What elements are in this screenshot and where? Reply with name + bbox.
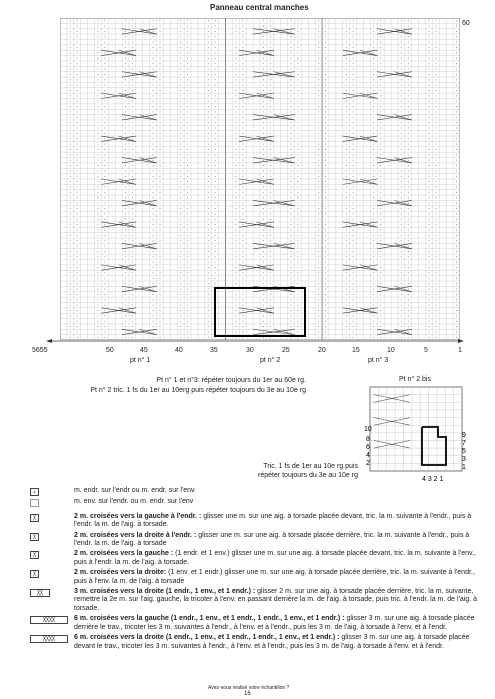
legend-text: glisser 3 m. sur une aig. à torsade placée devant le trav., tricoter les 3 m. suivantes à l'endr., à l'env. et à l'endr., puis les 3 m. de l'aig. à torsade à l'env. et à l'endr. [74, 634, 470, 650]
legend-row [30, 615, 480, 632]
small-chart-title: Pt n° 2 bis [399, 376, 431, 383]
legend-row [30, 634, 480, 651]
symbol-cross3-icon: ╳╳ [30, 588, 74, 613]
symbol-cross-right-icon: ╳ [30, 532, 74, 549]
symbol-cross6-right-icon: ╳╳╳╳ [30, 634, 74, 651]
page-title: Panneau central manches [210, 3, 309, 12]
chart-axis [30, 343, 470, 367]
axis-num: 50 [106, 347, 114, 354]
axis-num: 40 [175, 347, 183, 354]
legend-row [30, 487, 480, 496]
row-label: 7 [462, 440, 466, 447]
row-label: 10 [364, 426, 372, 433]
footer-text: Avez-vous réalisé votre échantillon ? [208, 685, 290, 691]
legend-label: 2 m. croisées vers la droite à l'endr. : [74, 531, 197, 539]
row-label: 1 [462, 464, 466, 471]
row-number-top: 60 [462, 20, 470, 27]
legend-text: glisser 3 m. sur une aig. à torsade placée derrière le trav., tricoter les 3 m. suivantes à l'endr., à l'env. et à l'endr., puis les 3 m. de l'aig. à torsade à l'env. et à l'endr. [74, 615, 475, 631]
legend-row [30, 532, 480, 549]
legend-label: 3 m. croisées vers la droite (1 endr., 1 env., et 1 endr.) : [74, 588, 256, 596]
small-knitting-chart [362, 385, 472, 485]
note-line: Pt n° 1 et n°3: répéter toujours du 1er au 60e rg. [156, 377, 306, 384]
legend-text: glisser une m. sur une aig. à torsade placée derrière, tric. la m. suivante à l'endr., puis à l'endr. la m. de l'aig. à torsade [74, 531, 470, 548]
row-label: 6 [366, 444, 370, 451]
axis-num: 20 [318, 347, 326, 354]
page-number: 16 [244, 691, 251, 697]
symbol-cross6-left-icon: ╳╳╳╳ [30, 615, 74, 632]
row-label: 4 [366, 452, 370, 459]
legend-text: m. endr. sur l'endr ou m. endr. sur l'env. [74, 487, 196, 494]
knitting-chart [60, 18, 460, 340]
pattern-label-1: pt n° 1 [130, 357, 151, 364]
legend-text: (1 endr. et 1 env.) glisser une m. sur une aig. à torsade placée devant, tric. la m. suivante à l'env., puis à l'endr. la m. de l'aig. à torsade. [74, 550, 476, 566]
legend-row [30, 569, 480, 586]
axis-num: 45 [140, 347, 148, 354]
axis-num: 10 [387, 347, 395, 354]
axis-num: 30 [246, 347, 254, 354]
legend [30, 487, 480, 653]
symbol-knit-icon: ⊥ [30, 487, 74, 496]
legend-label: 2 m. croisées vers la gauche : [74, 550, 174, 558]
legend-label: 2 m. croisées vers la gauche à l'endr. : [74, 512, 202, 520]
row-label: 5 [462, 448, 466, 455]
symbol-cross-left-purl-icon: ╳ [30, 550, 74, 567]
legend-text: m. env. sur l'endr. ou m. endr. sur l'env [74, 498, 194, 506]
legend-row [30, 588, 480, 613]
symbol-cross-right-purl-icon: ╳ [30, 569, 74, 586]
legend-text: glisser une m. sur une aig. à torsade placée devant, tric. la m. suivante à l'endr., puis à l'endr. la m. de l'aig. à torsade. [74, 512, 472, 529]
legend-row [30, 498, 480, 510]
axis-num: 35 [210, 347, 218, 354]
legend-label: 2 m. croisées vers la droite: [74, 569, 167, 577]
chart-notes [38, 376, 306, 396]
axis-num: 15 [352, 347, 360, 354]
row-label: 9 [462, 432, 466, 439]
row-label: 2 [366, 460, 370, 467]
legend-label: 6 m. croisées vers la gauche (1 endr., 1 env., et 1 endr., 1 endr., 1 env., et 1 endr.) : [74, 615, 345, 623]
row-label: 8 [366, 436, 370, 443]
axis-num: 1 [458, 347, 462, 354]
legend-text: glisser 2 m. sur une aig. à torsade placée derrière, tric. la m. suivante, remettre la 2e m. sur l'aig. gauche, la tricoter à l'env. en passant derrière la m. de l'aig. à torsade, puis tric. à l'endr. la m. de l'aig. à torsade. [74, 588, 478, 612]
col-labels: 4 3 2 1 [422, 476, 444, 483]
small-chart-note: Tric. 1 fs de 1er au 10e rg puis répéter toujours du 3e au 10e rg [257, 463, 358, 479]
symbol-purl-icon [30, 498, 74, 510]
axis-num: 5 [424, 347, 428, 354]
pattern-label-3: pt n° 3 [368, 357, 389, 364]
legend-label: 6 m. croisées vers la droite (1 endr., 1 env., et 1 endr., 1 endr., 1 env., et 1 endr.) : [74, 634, 340, 642]
axis-num: 25 [282, 347, 290, 354]
legend-text: (1 env. et 1 endr.) glisser une m. sur une aig. à torsade placée derrière, tric. la m. suivante à l'endr., puis à l'env. la m. de l'aig. à torsade [74, 569, 475, 585]
legend-row [30, 550, 480, 567]
note-line: Pt n° 2 tric. 1 fs du 1er au 10erg puis répéter toujours du 3e au 10e rg [90, 387, 306, 394]
axis-num: 5655 [32, 347, 48, 354]
pattern-label-2: pt n° 2 [260, 357, 281, 364]
symbol-cross-left-icon: ╳ [30, 513, 74, 530]
legend-row [30, 513, 480, 530]
row-label: 3 [462, 456, 466, 463]
